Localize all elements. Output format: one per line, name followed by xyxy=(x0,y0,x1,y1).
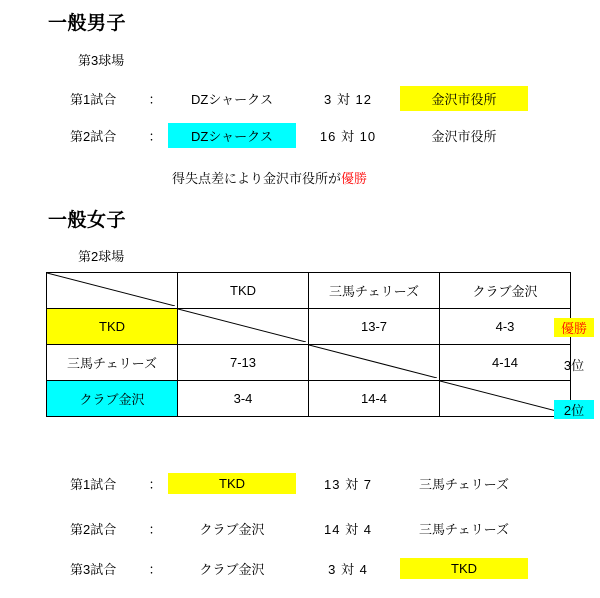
league-cell-self xyxy=(178,309,309,345)
table-header-row xyxy=(47,273,571,309)
match-row xyxy=(70,122,528,148)
match-score: 16 対 10 xyxy=(319,128,377,144)
team-left: DZシャークス xyxy=(191,91,273,107)
league-cell: 4-3 xyxy=(440,309,571,345)
match-label: 第2試合 xyxy=(70,128,117,144)
league-cell: 3-4 xyxy=(178,381,309,417)
note-win-label: 優勝 xyxy=(341,171,368,186)
diagonal-line-icon xyxy=(309,345,437,378)
league-table xyxy=(46,272,571,417)
match-colon: ： xyxy=(148,561,162,577)
section-title-womens: 一般女子 xyxy=(48,210,127,231)
column-header: クラブ金沢 xyxy=(440,273,571,309)
league-corner-cell xyxy=(47,273,178,309)
team-left: TKD xyxy=(168,473,296,494)
table-row xyxy=(47,381,571,417)
rank-label-1st: 優勝 xyxy=(554,318,594,337)
league-cell: 14-4 xyxy=(309,381,440,417)
match-row xyxy=(70,470,528,496)
league-cell: 4-14 xyxy=(440,345,571,381)
league-cell: 13-7 xyxy=(309,309,440,345)
field-label-mens: 第3球場 xyxy=(78,53,125,68)
column-header: 三馬チェリーズ xyxy=(309,273,440,309)
match-colon: ： xyxy=(148,91,162,107)
row-team-name: 三馬チェリーズ xyxy=(47,345,178,381)
table-row xyxy=(47,345,571,381)
match-label: 第1試合 xyxy=(70,476,117,492)
field-label-womens: 第2球場 xyxy=(78,249,125,264)
diagonal-line-icon xyxy=(178,309,306,342)
row-team-name: クラブ金沢 xyxy=(47,381,178,417)
match-score: 3 対 4 xyxy=(328,561,368,577)
match-score: 14 対 4 xyxy=(324,521,372,537)
match-score: 13 対 7 xyxy=(324,476,372,492)
table-row xyxy=(47,309,571,345)
team-right: TKD xyxy=(400,558,528,579)
column-header: TKD xyxy=(178,273,309,309)
team-right: 金沢市役所 xyxy=(431,128,497,144)
team-left: DZシャークス xyxy=(168,123,296,148)
rank-label-2nd: 2位 xyxy=(554,400,594,419)
match-label: 第2試合 xyxy=(70,521,117,537)
team-left: クラブ金沢 xyxy=(199,561,265,577)
rank-label-3rd: 3位 xyxy=(563,358,585,373)
match-colon: ： xyxy=(148,128,162,144)
row-team-name: TKD xyxy=(47,309,178,345)
league-cell-self xyxy=(440,381,571,417)
match-score: 3 対 12 xyxy=(324,91,372,107)
match-row xyxy=(70,555,528,581)
note-prefix: 得失点差により金沢市役所が xyxy=(172,171,342,186)
section-title-mens: 一般男子 xyxy=(48,13,127,34)
mens-result-note xyxy=(172,168,367,187)
team-right: 金沢市役所 xyxy=(400,86,528,111)
match-row xyxy=(70,515,528,541)
diagonal-line-icon xyxy=(47,273,175,306)
match-label: 第1試合 xyxy=(70,91,117,107)
match-row xyxy=(70,85,528,111)
diagonal-line-icon xyxy=(440,381,568,414)
team-left: クラブ金沢 xyxy=(199,521,265,537)
league-cell: 7-13 xyxy=(178,345,309,381)
team-right: 三馬チェリーズ xyxy=(419,521,509,537)
match-label: 第3試合 xyxy=(70,561,117,577)
match-colon: ： xyxy=(148,521,162,537)
match-colon: ： xyxy=(148,476,162,492)
league-cell-self xyxy=(309,345,440,381)
team-right: 三馬チェリーズ xyxy=(419,476,509,492)
